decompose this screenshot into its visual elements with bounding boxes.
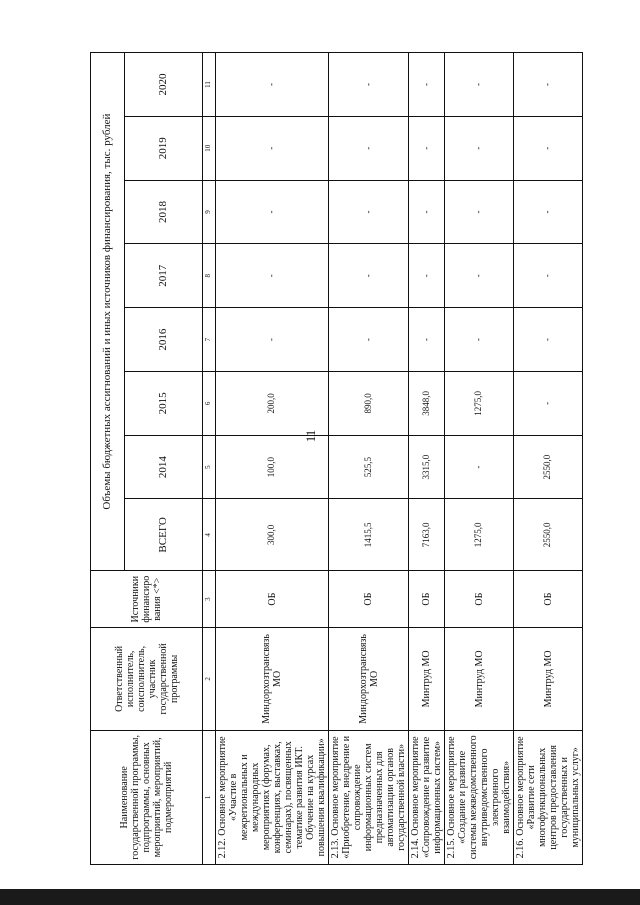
header-funding-group: Объемы бюджетных ассигнований и иных источников финансирования, тыс. рублей (91, 53, 125, 571)
row-value: - (329, 180, 409, 244)
row-value: - (445, 308, 514, 372)
column-number: 1 (203, 730, 216, 864)
header-year: 2019 (125, 116, 203, 180)
header-year: 2014 (125, 435, 203, 499)
column-number: 10 (203, 116, 216, 180)
row-value: - (216, 53, 329, 117)
row-value: - (329, 244, 409, 308)
header-source: Источники финансиро вания <*> (91, 571, 203, 628)
row-value: - (216, 308, 329, 372)
row-value: - (216, 116, 329, 180)
row-value: 1415,5 (329, 499, 409, 571)
table-row (329, 53, 409, 865)
row-value: - (445, 244, 514, 308)
table-row (445, 53, 514, 865)
row-value: 1275,0 (445, 371, 514, 435)
row-executor: Минтруд МО (409, 628, 445, 730)
row-value: - (329, 116, 409, 180)
row-value: 300,0 (216, 499, 329, 571)
row-name: 2.13. Основное мероприятие «Приобретение, внедрение и сопровождение информационных систем предназначенных для автоматизации органов государственной власти» (329, 730, 409, 864)
column-number: 4 (203, 499, 216, 571)
row-value: 3848,0 (409, 371, 445, 435)
row-value: 2550,0 (514, 499, 583, 571)
row-value: 3315,0 (409, 435, 445, 499)
rotated-table-container (90, 52, 581, 865)
row-value: - (445, 53, 514, 117)
row-name: 2.12. Основное мероприятие «Участие в межрегиональных и международных мероприятиях (форумах, конференциях, выставках, семинарах), посвященных тематике развития ИКТ. Обучение на курсах повышения квалификации» (216, 730, 329, 864)
row-executor: Минтруд МО (514, 628, 583, 730)
row-value: - (514, 116, 583, 180)
header-year: 2017 (125, 244, 203, 308)
row-value: - (329, 308, 409, 372)
row-value: - (514, 308, 583, 372)
row-name: 2.15. Основное мероприятие «Создание и развитие системы межведомственного внутриведомственного электронного взаимодействия» (445, 730, 514, 864)
row-value: - (445, 435, 514, 499)
column-number: 2 (203, 628, 216, 730)
row-source: ОБ (329, 571, 409, 628)
header-executor: Ответственный исполнитель, соисполнитель, участник государственной программы (91, 628, 203, 730)
row-value: - (445, 116, 514, 180)
row-value: - (514, 244, 583, 308)
page-number: 11 (303, 429, 318, 443)
header-name: Наименование государственной программы, подпрограммы, основных мероприятий, мероприятий, подмероприятий (91, 730, 203, 864)
scan-edge-bar (0, 889, 640, 905)
row-value: - (409, 244, 445, 308)
column-number: 7 (203, 308, 216, 372)
row-value: - (409, 180, 445, 244)
row-value: - (514, 371, 583, 435)
row-value: - (514, 180, 583, 244)
table-row (409, 53, 445, 865)
header-year: 2016 (125, 308, 203, 372)
row-value: - (514, 53, 583, 117)
row-source: ОБ (409, 571, 445, 628)
row-source: ОБ (216, 571, 329, 628)
row-value: - (216, 180, 329, 244)
row-value: - (445, 180, 514, 244)
row-value: - (216, 244, 329, 308)
row-value: 7163,0 (409, 499, 445, 571)
row-value: - (409, 53, 445, 117)
row-value: 2550,0 (514, 435, 583, 499)
table-row (514, 53, 583, 865)
column-number: 6 (203, 371, 216, 435)
row-executor: Миндорхозтрансвязь МО (329, 628, 409, 730)
row-value: - (409, 308, 445, 372)
row-value: 200,0 (216, 371, 329, 435)
column-number: 9 (203, 180, 216, 244)
row-source: ОБ (514, 571, 583, 628)
row-executor: Минтруд МО (445, 628, 514, 730)
funding-table (90, 52, 583, 865)
header-year: 2015 (125, 371, 203, 435)
header-year: 2018 (125, 180, 203, 244)
column-number: 5 (203, 435, 216, 499)
row-executor: Миндорхозтрансвязь МО (216, 628, 329, 730)
row-value: - (329, 53, 409, 117)
table-row (216, 53, 329, 865)
row-value: 890,0 (329, 371, 409, 435)
row-value: 1275,0 (445, 499, 514, 571)
row-value: 525,5 (329, 435, 409, 499)
column-number: 3 (203, 571, 216, 628)
row-value: - (409, 116, 445, 180)
row-name: 2.16. Основное мероприятие «Развитие сети многофункциональных центров предоставления государственных и муниципальных услуг» (514, 730, 583, 864)
column-number: 8 (203, 244, 216, 308)
column-number: 11 (203, 53, 216, 117)
header-year: 2020 (125, 53, 203, 117)
header-total: ВСЕГО (125, 499, 203, 571)
row-name: 2.14. Основное мероприятие «Сопровождение и развитие информационных систем» (409, 730, 445, 864)
row-source: ОБ (445, 571, 514, 628)
row-value: 100,0 (216, 435, 329, 499)
